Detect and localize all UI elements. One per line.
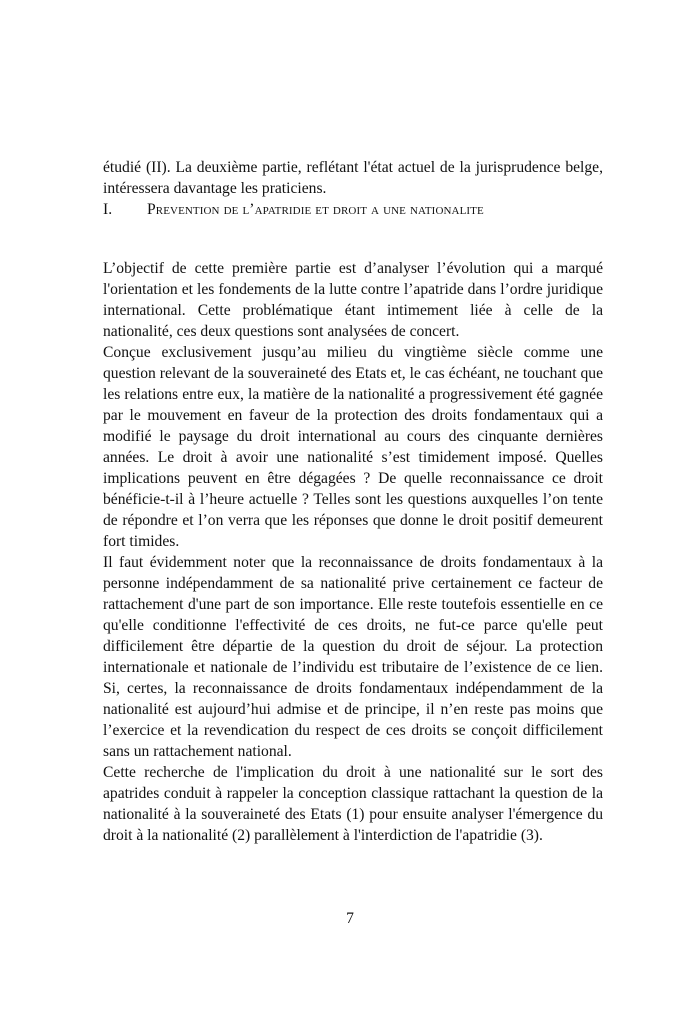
paragraph-fundamental-rights: Il faut évidemment noter que la reconnaissance de droits fondamentaux à la personne indépendamment de sa nationalité prive certainement ce facteur de rattachement d'une part de son importance. Elle reste toutefois essentielle en ce qu'elle conditionne l'effectivité de ces droits, ne fut-ce parce qu'elle peut difficilement être départie de la question du droit de séjour. La protection internationale et nationale de l’individu est tributaire de l’existence de ce lien. Si, certes, la reconnaissance de droits fondamentaux indépendamment de la nationalité est aujourd’hui admise et de principe, il n’en reste pas moins que l’exercice et la revendication du respect de ces droits se conçoit difficilement sans un rattachement national.: [103, 554, 603, 760]
paragraph-research-plan: Cette recherche de l'implication du droit à une nationalité sur le sort des apatrides conduit à rappeler la conception classique rattachant la question de la nationalité à la souveraineté des Etats (1) pour ensuite analyser l'émergence du droit à la nationalité (2) parallèlement à l'interdiction de l'apatridie (3).: [103, 764, 603, 844]
page-number: 7: [346, 910, 354, 927]
section-number: I.: [103, 201, 113, 218]
document-page: [103, 157, 603, 846]
intro-paragraph: étudié (II). La deuxième partie, reflétant l'état actuel de la jurisprudence belge, intéressera davantage les praticiens.: [103, 159, 603, 197]
section-heading: [103, 199, 603, 220]
paragraph-sovereignty: Conçue exclusivement jusqu’au milieu du vingtième siècle comme une question relevant de la souveraineté des Etats et, le cas échéant, ne touchant que les relations entre eux, la matière de la nationalité a progressivement été gagnée par le mouvement en faveur de la protection des droits fondamentaux qui a modifié le paysage du droit international au cours des cinquante dernières années. Le droit à avoir une nationalité s’est timidement imposé. Quelles implications peuvent en être dégagées ? De quelle reconnaissance ce droit bénéficie-t-il à l’heure actuelle ? Telles sont les questions auxquelles l’on tente de répondre et l’on verra que les réponses que donne le droit positif demeurent fort timides.: [103, 344, 603, 550]
section-title: Prevention de l’apatridie et droit a une nationalite: [147, 201, 484, 218]
paragraph-objective: L’objectif de cette première partie est d’analyser l’évolution qui a marqué l'orientation et les fondements de la lutte contre l’apatride dans l’ordre juridique international. Cette problématique étant intimement liée à celle de la nationalité, ces deux questions sont analysées de concert.: [103, 260, 603, 340]
